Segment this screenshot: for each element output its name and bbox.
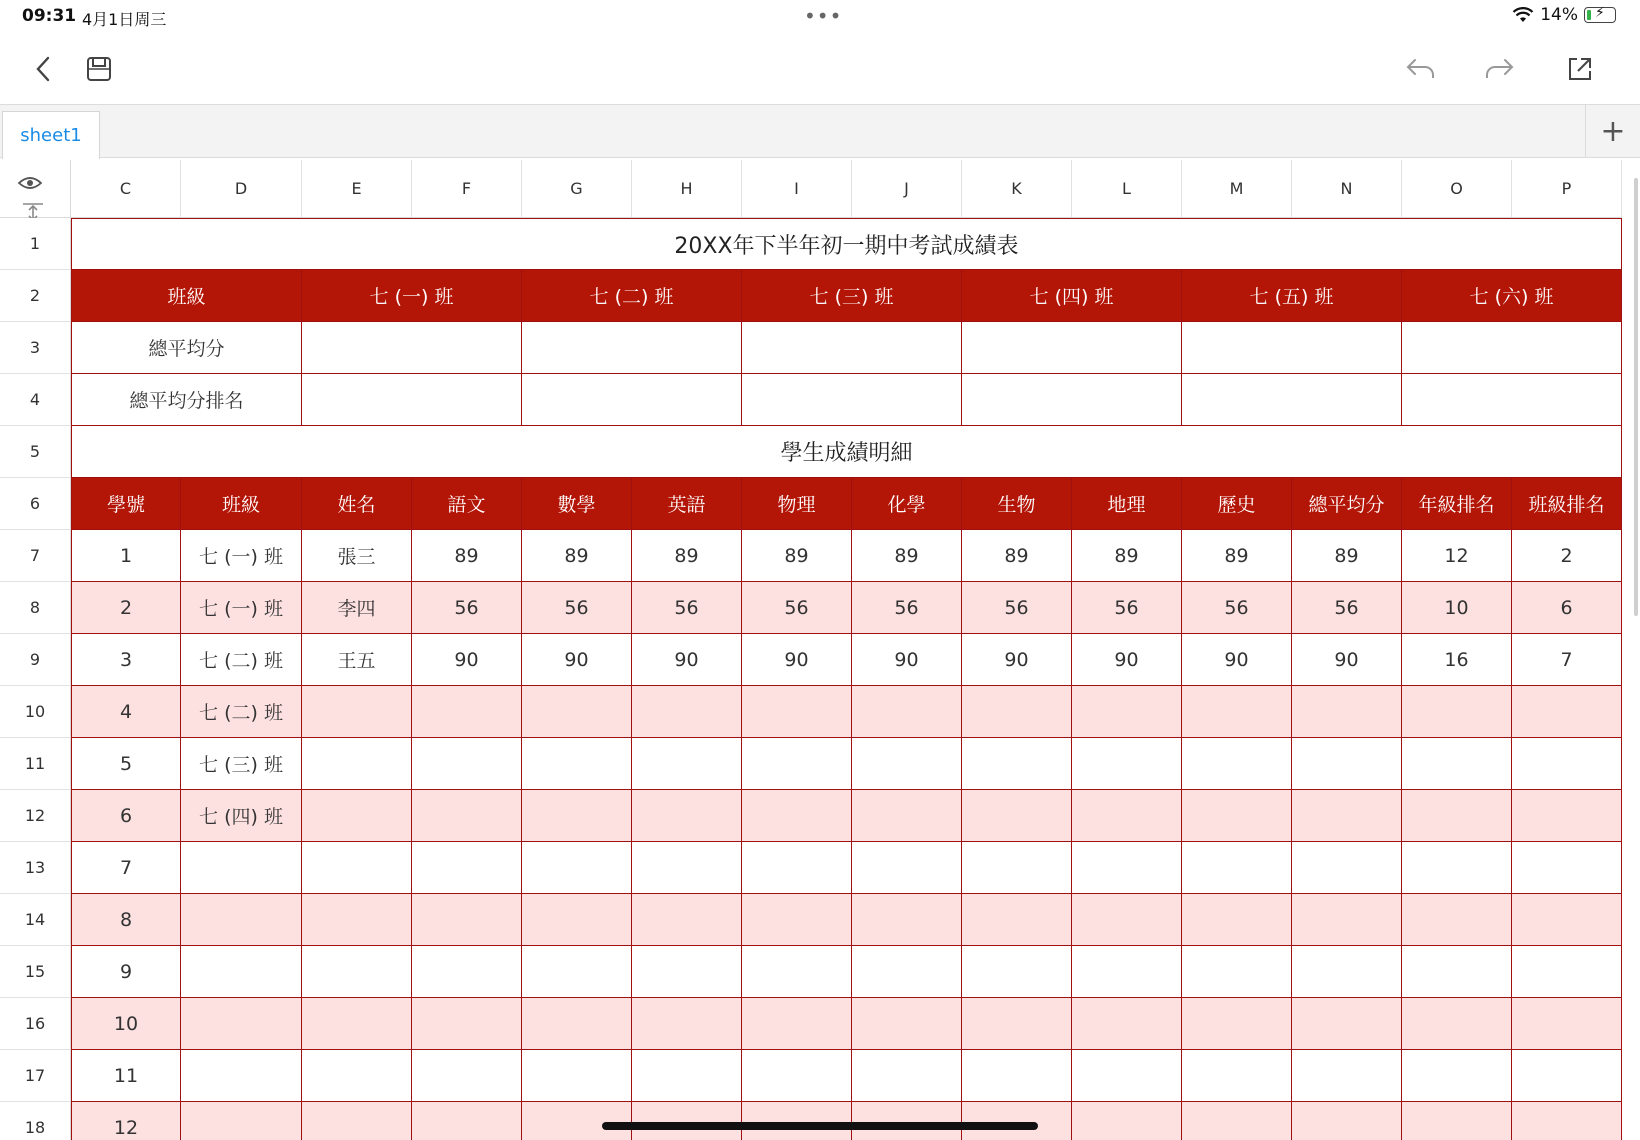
table-cell[interactable]	[1512, 842, 1622, 894]
table-cell[interactable]	[1402, 894, 1512, 946]
table-cell[interactable]	[1292, 686, 1402, 738]
column-header[interactable]: F	[412, 160, 522, 218]
table-cell[interactable]	[1402, 738, 1512, 790]
table-cell[interactable]: 89	[412, 530, 522, 582]
battery-percent: 14%	[1540, 5, 1578, 25]
summary-cell[interactable]	[1402, 322, 1622, 374]
table-cell[interactable]	[962, 842, 1072, 894]
table-cell[interactable]: 1	[71, 530, 181, 582]
table-cell[interactable]: 2	[71, 582, 181, 634]
row-header[interactable]: 14	[0, 894, 71, 946]
status-date: 4月1日周三	[82, 10, 167, 29]
tab-sheet1[interactable]: sheet1	[2, 111, 100, 159]
redo-icon	[1483, 56, 1515, 82]
table-cell[interactable]	[742, 790, 852, 842]
table-cell[interactable]	[1402, 998, 1512, 1050]
table-cell[interactable]: 90	[632, 634, 742, 686]
table-cell[interactable]	[302, 1102, 412, 1140]
summary-cell[interactable]	[1182, 322, 1402, 374]
column-header[interactable]: H	[632, 160, 742, 218]
column-header[interactable]: O	[1402, 160, 1512, 218]
home-indicator[interactable]	[602, 1122, 1038, 1130]
row-header[interactable]: 8	[0, 582, 71, 634]
table-cell[interactable]: 10	[71, 998, 181, 1050]
table-cell[interactable]	[1072, 686, 1182, 738]
table-cell[interactable]	[852, 946, 962, 998]
table-cell[interactable]	[742, 738, 852, 790]
table-cell[interactable]	[1512, 738, 1622, 790]
table-cell[interactable]	[852, 842, 962, 894]
summary-cell[interactable]	[742, 322, 962, 374]
table-cell[interactable]	[742, 946, 852, 998]
table-cell[interactable]	[1182, 686, 1292, 738]
table-cell[interactable]	[1292, 998, 1402, 1050]
summary-cell[interactable]	[1182, 374, 1402, 426]
table-cell[interactable]	[1182, 738, 1292, 790]
row-header[interactable]: 7	[0, 530, 71, 582]
detail-header-cell[interactable]: 化學	[852, 478, 962, 530]
summary-header-cell[interactable]: 七 (六) 班	[1402, 270, 1622, 322]
table-cell[interactable]	[632, 738, 742, 790]
table-cell[interactable]: 9	[71, 946, 181, 998]
table-cell[interactable]: 56	[1072, 582, 1182, 634]
table-cell[interactable]	[1512, 1102, 1622, 1140]
table-cell[interactable]: 張三	[302, 530, 412, 582]
save-icon	[85, 55, 113, 83]
detail-header-cell[interactable]: 地理	[1072, 478, 1182, 530]
sheet-tab-strip	[0, 104, 1640, 158]
table-cell[interactable]	[522, 894, 632, 946]
table-cell[interactable]	[632, 998, 742, 1050]
sheet-title[interactable]: 20XX年下半年初一期中考試成績表	[71, 218, 1622, 270]
table-cell[interactable]	[1512, 894, 1622, 946]
undo-icon	[1405, 56, 1437, 82]
table-cell[interactable]: 7	[1512, 634, 1622, 686]
column-header[interactable]: M	[1182, 160, 1292, 218]
table-cell[interactable]	[962, 1102, 1072, 1140]
table-cell[interactable]	[412, 946, 522, 998]
table-cell[interactable]	[1402, 1050, 1512, 1102]
summary-cell[interactable]	[302, 374, 522, 426]
table-cell[interactable]: 6	[71, 790, 181, 842]
table-cell[interactable]: 七 (一) 班	[181, 530, 302, 582]
table-cell[interactable]	[1182, 998, 1292, 1050]
detail-header-cell[interactable]: 姓名	[302, 478, 412, 530]
table-cell[interactable]	[1182, 842, 1292, 894]
summary-header-cell[interactable]: 七 (五) 班	[1182, 270, 1402, 322]
column-header[interactable]: L	[1072, 160, 1182, 218]
table-cell[interactable]: 90	[1072, 634, 1182, 686]
spreadsheet-grid	[0, 160, 1640, 1140]
table-cell[interactable]	[632, 790, 742, 842]
table-cell[interactable]: 李四	[302, 582, 412, 634]
table-cell[interactable]	[1072, 1050, 1182, 1102]
share-button[interactable]	[1560, 50, 1598, 88]
row-header[interactable]: 16	[0, 998, 71, 1050]
table-cell[interactable]	[1072, 998, 1182, 1050]
table-cell[interactable]: 12	[1402, 530, 1512, 582]
table-cell[interactable]	[1512, 686, 1622, 738]
table-cell[interactable]	[962, 894, 1072, 946]
detail-title[interactable]: 學生成績明細	[71, 426, 1622, 478]
add-sheet-button[interactable]: +	[1585, 105, 1640, 157]
table-cell[interactable]	[412, 686, 522, 738]
summary-header-cell[interactable]: 七 (三) 班	[742, 270, 962, 322]
column-header[interactable]: K	[962, 160, 1072, 218]
table-cell[interactable]: 89	[522, 530, 632, 582]
detail-header-cell[interactable]: 年級排名	[1402, 478, 1512, 530]
table-cell[interactable]: 56	[962, 582, 1072, 634]
table-cell[interactable]	[742, 998, 852, 1050]
row-header[interactable]: 6	[0, 478, 71, 530]
column-header[interactable]: E	[302, 160, 412, 218]
share-icon	[1565, 55, 1593, 83]
table-cell[interactable]: 56	[1292, 582, 1402, 634]
summary-cell[interactable]	[522, 322, 742, 374]
table-cell[interactable]	[1512, 998, 1622, 1050]
row-header[interactable]: 13	[0, 842, 71, 894]
row-header[interactable]: 5	[0, 426, 71, 478]
table-cell[interactable]: 5	[71, 738, 181, 790]
table-cell[interactable]	[852, 894, 962, 946]
table-cell[interactable]	[302, 842, 412, 894]
table-cell[interactable]	[522, 686, 632, 738]
table-cell[interactable]	[522, 790, 632, 842]
table-cell[interactable]	[962, 738, 1072, 790]
summary-cell[interactable]: 總平均分排名	[71, 374, 302, 426]
table-cell[interactable]	[412, 790, 522, 842]
table-cell[interactable]: 3	[71, 634, 181, 686]
table-cell[interactable]: 7	[71, 842, 181, 894]
table-cell[interactable]	[412, 1102, 522, 1140]
column-header[interactable]: I	[742, 160, 852, 218]
table-cell[interactable]	[852, 1102, 962, 1140]
table-cell[interactable]	[1512, 790, 1622, 842]
table-cell[interactable]	[632, 946, 742, 998]
column-header[interactable]: P	[1512, 160, 1622, 218]
table-cell[interactable]	[181, 842, 302, 894]
table-cell[interactable]: 89	[1072, 530, 1182, 582]
table-cell[interactable]: 王五	[302, 634, 412, 686]
row-header[interactable]: 18	[0, 1102, 71, 1140]
toolbar	[0, 34, 1640, 104]
table-cell[interactable]	[1402, 686, 1512, 738]
column-header[interactable]: J	[852, 160, 962, 218]
table-cell[interactable]: 6	[1512, 582, 1622, 634]
table-cell[interactable]: 90	[412, 634, 522, 686]
row-header[interactable]: 2	[0, 270, 71, 322]
row-header[interactable]: 17	[0, 1050, 71, 1102]
detail-header-cell[interactable]: 生物	[962, 478, 1072, 530]
detail-header-cell[interactable]: 班級排名	[1512, 478, 1622, 530]
table-cell[interactable]	[1292, 1102, 1402, 1140]
table-cell[interactable]: 90	[1292, 634, 1402, 686]
table-cell[interactable]	[962, 998, 1072, 1050]
chevron-left-icon	[32, 55, 54, 83]
table-cell[interactable]	[852, 738, 962, 790]
table-cell[interactable]: 2	[1512, 530, 1622, 582]
table-cell[interactable]: 11	[71, 1050, 181, 1102]
table-cell[interactable]: 七 (一) 班	[181, 582, 302, 634]
back-button[interactable]	[24, 50, 62, 88]
table-cell[interactable]	[522, 946, 632, 998]
detail-header-cell[interactable]: 總平均分	[1292, 478, 1402, 530]
detail-header-cell[interactable]: 物理	[742, 478, 852, 530]
table-cell[interactable]: 90	[742, 634, 852, 686]
table-cell[interactable]	[522, 1050, 632, 1102]
table-cell[interactable]	[1402, 946, 1512, 998]
table-cell[interactable]	[852, 790, 962, 842]
table-cell[interactable]	[1072, 1102, 1182, 1140]
table-cell[interactable]	[1292, 1050, 1402, 1102]
table-cell[interactable]: 90	[852, 634, 962, 686]
summary-cell[interactable]: 總平均分	[71, 322, 302, 374]
table-cell[interactable]: 七 (三) 班	[181, 738, 302, 790]
summary-header-cell[interactable]: 班級	[71, 270, 302, 322]
table-cell[interactable]: 90	[962, 634, 1072, 686]
table-cell[interactable]	[302, 686, 412, 738]
table-cell[interactable]	[742, 686, 852, 738]
table-cell[interactable]	[302, 738, 412, 790]
row-header[interactable]: 11	[0, 738, 71, 790]
table-cell[interactable]: 56	[852, 582, 962, 634]
summary-header-cell[interactable]: 七 (四) 班	[962, 270, 1182, 322]
column-header[interactable]: N	[1292, 160, 1402, 218]
vertical-scrollbar[interactable]	[1634, 178, 1638, 616]
table-cell[interactable]	[412, 842, 522, 894]
table-cell[interactable]	[1182, 894, 1292, 946]
table-cell[interactable]: 七 (二) 班	[181, 686, 302, 738]
table-cell[interactable]: 89	[632, 530, 742, 582]
table-cell[interactable]	[742, 842, 852, 894]
column-header[interactable]: D	[181, 160, 302, 218]
multitasking-dots-icon[interactable]: •••	[804, 4, 843, 28]
table-cell[interactable]	[181, 1050, 302, 1102]
table-cell[interactable]	[1292, 894, 1402, 946]
table-cell[interactable]: 89	[1182, 530, 1292, 582]
table-cell[interactable]	[1182, 946, 1292, 998]
row-header[interactable]: 12	[0, 790, 71, 842]
table-cell[interactable]	[1402, 790, 1512, 842]
column-header[interactable]: C	[71, 160, 181, 218]
detail-header-cell[interactable]: 英語	[632, 478, 742, 530]
table-cell[interactable]	[412, 738, 522, 790]
table-cell[interactable]: 12	[71, 1102, 181, 1140]
table-cell[interactable]: 56	[412, 582, 522, 634]
undo-button[interactable]	[1402, 50, 1440, 88]
table-cell[interactable]	[1072, 946, 1182, 998]
table-cell[interactable]	[852, 686, 962, 738]
table-cell[interactable]	[632, 842, 742, 894]
table-cell[interactable]	[1292, 790, 1402, 842]
column-header[interactable]: G	[522, 160, 632, 218]
table-cell[interactable]: 90	[522, 634, 632, 686]
status-time: 09:31	[22, 6, 77, 26]
table-cell[interactable]	[962, 946, 1072, 998]
table-cell[interactable]	[1072, 738, 1182, 790]
table-cell[interactable]	[1072, 842, 1182, 894]
table-cell[interactable]	[302, 790, 412, 842]
detail-header-cell[interactable]: 學號	[71, 478, 181, 530]
table-cell[interactable]	[1402, 1102, 1512, 1140]
grid-corner	[0, 160, 71, 218]
table-cell[interactable]	[1292, 946, 1402, 998]
summary-cell[interactable]	[742, 374, 962, 426]
table-cell[interactable]	[1292, 738, 1402, 790]
table-cell[interactable]	[181, 946, 302, 998]
table-cell[interactable]	[1182, 1050, 1292, 1102]
redo-button[interactable]	[1480, 50, 1518, 88]
summary-header-cell[interactable]: 七 (二) 班	[522, 270, 742, 322]
detail-header-cell[interactable]: 班級	[181, 478, 302, 530]
table-cell[interactable]	[742, 894, 852, 946]
table-cell[interactable]	[302, 894, 412, 946]
table-cell[interactable]: 56	[1182, 582, 1292, 634]
wifi-icon	[1512, 7, 1534, 23]
table-cell[interactable]	[1072, 790, 1182, 842]
table-cell[interactable]	[181, 998, 302, 1050]
table-cell[interactable]	[522, 842, 632, 894]
table-cell[interactable]: 89	[742, 530, 852, 582]
table-cell[interactable]: 56	[742, 582, 852, 634]
table-cell[interactable]: 16	[1402, 634, 1512, 686]
summary-cell[interactable]	[1402, 374, 1622, 426]
detail-header-cell[interactable]: 數學	[522, 478, 632, 530]
row-header[interactable]: 3	[0, 322, 71, 374]
table-cell[interactable]	[962, 790, 1072, 842]
status-bar	[0, 0, 1640, 34]
summary-cell[interactable]	[302, 322, 522, 374]
table-cell[interactable]	[181, 894, 302, 946]
table-cell[interactable]	[522, 998, 632, 1050]
table-cell[interactable]	[181, 1102, 302, 1140]
table-cell[interactable]	[302, 1050, 412, 1102]
table-cell[interactable]	[632, 894, 742, 946]
table-cell[interactable]	[632, 686, 742, 738]
table-cell[interactable]	[852, 998, 962, 1050]
table-cell[interactable]	[412, 894, 522, 946]
row-header[interactable]: 1	[0, 218, 71, 270]
table-cell[interactable]	[632, 1050, 742, 1102]
detail-header-cell[interactable]: 歷史	[1182, 478, 1292, 530]
table-cell[interactable]: 10	[1402, 582, 1512, 634]
summary-cell[interactable]	[962, 374, 1182, 426]
table-cell[interactable]	[742, 1102, 852, 1140]
table-cell[interactable]	[1182, 1102, 1292, 1140]
table-cell[interactable]	[852, 1050, 962, 1102]
summary-header-cell[interactable]: 七 (一) 班	[302, 270, 522, 322]
row-header[interactable]: 4	[0, 374, 71, 426]
table-cell[interactable]	[1182, 790, 1292, 842]
table-cell[interactable]: 七 (四) 班	[181, 790, 302, 842]
table-cell[interactable]	[302, 998, 412, 1050]
eye-icon	[17, 174, 43, 192]
detail-header-cell[interactable]: 語文	[412, 478, 522, 530]
table-cell[interactable]: 4	[71, 686, 181, 738]
table-cell[interactable]: 90	[1182, 634, 1292, 686]
table-cell[interactable]	[742, 1050, 852, 1102]
table-cell[interactable]: 89	[852, 530, 962, 582]
row-header[interactable]: 9	[0, 634, 71, 686]
summary-cell[interactable]	[962, 322, 1182, 374]
battery-icon: ⚡	[1584, 7, 1616, 23]
table-cell[interactable]	[412, 998, 522, 1050]
table-cell[interactable]	[1292, 842, 1402, 894]
table-cell[interactable]	[522, 1102, 632, 1140]
table-cell[interactable]	[1402, 842, 1512, 894]
table-cell[interactable]	[412, 1050, 522, 1102]
table-cell[interactable]: 89	[962, 530, 1072, 582]
save-button[interactable]	[80, 50, 118, 88]
table-cell[interactable]	[1512, 946, 1622, 998]
table-cell[interactable]	[632, 1102, 742, 1140]
row-header[interactable]: 15	[0, 946, 71, 998]
table-cell[interactable]: 8	[71, 894, 181, 946]
row-header[interactable]: 10	[0, 686, 71, 738]
table-cell[interactable]	[302, 946, 412, 998]
table-cell[interactable]: 56	[632, 582, 742, 634]
table-cell[interactable]	[1072, 894, 1182, 946]
summary-cell[interactable]	[522, 374, 742, 426]
table-cell[interactable]	[1512, 1050, 1622, 1102]
table-cell[interactable]	[962, 686, 1072, 738]
table-cell[interactable]: 89	[1292, 530, 1402, 582]
table-cell[interactable]	[962, 1050, 1072, 1102]
table-cell[interactable]	[522, 738, 632, 790]
table-cell[interactable]: 七 (二) 班	[181, 634, 302, 686]
table-cell[interactable]: 56	[522, 582, 632, 634]
